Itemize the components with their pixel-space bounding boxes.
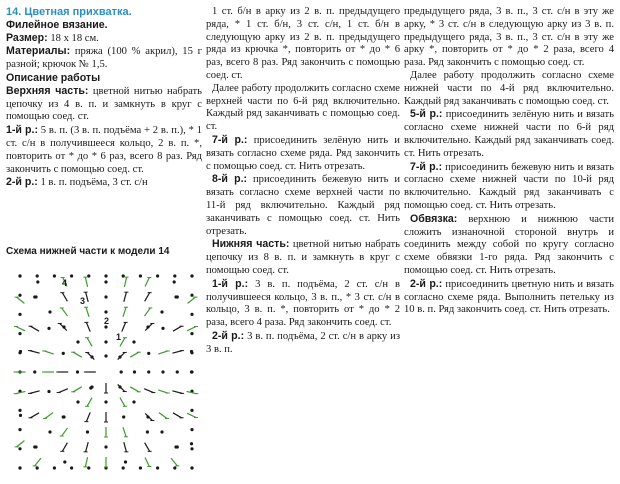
- stitch-mark: [87, 338, 92, 347]
- stitch-mark: [188, 297, 196, 303]
- col3-row7-text: присоединить бежевую нить и вязать согласно схеме нижней части по 10-й ряд включительно. Каждый ряд заканчивать с помощью соед. ст. Нить отрезать.: [404, 161, 614, 211]
- chain-dot: [19, 350, 22, 353]
- col2-row8-text: присоединить бежевую нить и вязать согласно схеме верхней части по 11-й ряд включительно. Каждый ряд заканчивать с помощью соед. ст. Нить отрезать.: [206, 174, 400, 237]
- col3-row2-label: 2-й р.:: [410, 277, 443, 290]
- chain-dot: [104, 445, 107, 448]
- chain-dot: [90, 355, 93, 358]
- chain-dot: [146, 415, 149, 418]
- stitch-mark: [86, 442, 89, 452]
- description-heading: Описание работы: [6, 71, 101, 84]
- col3-paragraph-2: Далее работу продолжить согласно схеме нижней части по 4-й ряд включительно. Каждый ряд заканчивать с помощью соед. ст.: [404, 69, 614, 107]
- stitch-mark: [85, 457, 87, 467]
- stitch-mark: [187, 413, 196, 417]
- chain-dot: [104, 295, 107, 298]
- chain-dot: [70, 466, 73, 469]
- stitch-mark: [30, 413, 39, 418]
- row2-label: 2-й р.:: [6, 176, 38, 189]
- col3-row7-label: 7-й р.:: [410, 160, 443, 173]
- chain-dot: [146, 325, 149, 328]
- chain-dot: [34, 295, 37, 298]
- article-title: 14. Цветная прихватка.: [6, 6, 132, 18]
- chain-dot: [47, 390, 50, 393]
- stitch-mark: [144, 308, 150, 316]
- chain-dot: [33, 370, 36, 373]
- chain-dot: [124, 460, 127, 463]
- chain-dot: [76, 400, 79, 403]
- chain-dot: [173, 466, 176, 469]
- stitch-mark: [123, 307, 126, 317]
- chain-dot: [104, 280, 107, 283]
- stitch-mark: [145, 443, 150, 452]
- chain-dot: [70, 274, 73, 277]
- col3-row2-text: присоединить цветную нить и вязать согласно схеме ряда. Выполнить петельку из 10 в. п. Ряд закончить соед. ст. Нить отрезать.: [404, 278, 614, 316]
- stitch-mark: [86, 292, 89, 302]
- chain-dot: [104, 400, 107, 403]
- diagram-marks: [14, 274, 199, 469]
- chain-dot: [133, 370, 136, 373]
- stitch-mark: [85, 277, 87, 287]
- stitch-mark: [17, 297, 25, 303]
- stitch-mark: [173, 326, 182, 331]
- chain-dot: [176, 370, 179, 373]
- chain-dot: [147, 370, 150, 373]
- stitch-mark: [45, 413, 53, 419]
- chain-dot: [173, 274, 176, 277]
- chain-dot: [190, 442, 193, 445]
- chain-dot: [161, 370, 164, 373]
- row2-paragraph: [6, 176, 202, 190]
- stitch-mark: [124, 277, 126, 287]
- col2-row2-paragraph: [206, 330, 400, 357]
- stitch-mark: [145, 277, 149, 286]
- col2-row7-text: присоединить зелёную нить и вязать согласно схеме ряда. Ряд закончить с помощью соед. ст. Нить отрезать.: [206, 134, 400, 172]
- bottom-part-text: цветной нитью набрать цепочку из 8 в. п. и замкнуть в круг с помощью соед. ст.: [206, 239, 400, 276]
- chain-dot: [18, 428, 21, 431]
- chain-dot: [118, 355, 121, 358]
- chain-dot: [190, 313, 193, 316]
- col2-row8-label: 8-й р.:: [212, 173, 248, 186]
- chain-dot: [87, 274, 90, 277]
- finishing-text: верхнюю и нижнюю части сложить изнаночной стороной внутрь и соединить между собой по кругу согласно схеме обвязки 1-го ряда. Ряд закончить с помощью соед. ст. Нить отрезать.: [404, 213, 614, 276]
- stitch-mark: [62, 308, 68, 316]
- chain-dot: [190, 350, 193, 353]
- stitch-mark: [187, 326, 196, 330]
- size-line: [6, 32, 202, 46]
- stitch-mark: [62, 428, 68, 436]
- col3-row7-paragraph: [404, 161, 614, 213]
- chain-dot: [36, 466, 39, 469]
- stitch-mark: [16, 326, 25, 330]
- chain-dot: [190, 447, 193, 450]
- technique-subtitle: Филейное вязание.: [6, 18, 108, 31]
- chain-dot: [62, 415, 65, 418]
- stitch-mark: [62, 443, 67, 452]
- col2-row7-paragraph: [206, 134, 400, 173]
- chain-dot: [174, 445, 177, 448]
- stitch-mark: [86, 322, 90, 331]
- chain-dot: [190, 409, 193, 412]
- stitch-mark: [145, 293, 150, 302]
- diagram-caption: Схема нижней части к модели 14: [6, 246, 170, 257]
- stitch-mark: [171, 458, 177, 466]
- chain-dot: [190, 466, 193, 469]
- chain-dot: [36, 280, 39, 283]
- col2-row1-text: 3 в. п. подъёма, 2 ст. с/н в получившееся кольцо, 3 в. п., * 3 ст. с/н в кольцо, 3 в. п. *, повторить от * до * 2 раза, всего 4 раза. Ряд закончить соед. ст.: [206, 278, 400, 329]
- materials-value: пряжа (100 % акрил), 15 г разной; крючок № 1,5.: [6, 46, 202, 71]
- top-part-label: Верхняя часть:: [6, 84, 89, 97]
- chain-dot: [160, 430, 163, 433]
- chain-dot: [190, 370, 193, 373]
- stitch-mark: [73, 352, 82, 357]
- chain-dot: [156, 274, 159, 277]
- stitch-mark: [86, 307, 89, 317]
- stitch-mark: [124, 292, 127, 302]
- diagram-mark-4: 4: [62, 278, 68, 288]
- chain-dot: [47, 327, 50, 330]
- chain-dot: [18, 332, 21, 335]
- top-part-paragraph: [6, 85, 202, 124]
- chain-dot: [122, 466, 125, 469]
- chain-dot: [36, 274, 39, 277]
- stitch-mark: [73, 387, 82, 392]
- row2-text: 1 в. п. подъёма, 3 ст. с/н: [37, 177, 148, 189]
- chain-dot: [62, 325, 65, 328]
- stitch-mark: [62, 293, 67, 302]
- chain-dot: [118, 385, 121, 388]
- col2-row8-paragraph: [206, 173, 400, 238]
- chain-dot: [156, 466, 159, 469]
- chain-dot: [48, 430, 51, 433]
- col3-paragraph-1: предыдущего ряда, 3 в. п., 3 ст. с/н в эту же арку, * 3 ст. с/н в следующую арку из 3 в. п. предыдущего ряда, 3 в. п., 3 ст. с/н в эту же арку *, повторить от * до * 2 раза, всего 4 раза. Ряд закончить с помощью соед. ст.: [404, 6, 614, 69]
- bottom-part-label: Нижняя часть:: [212, 238, 290, 251]
- col3-row5-label: 5-й р.:: [410, 108, 443, 121]
- materials-label: Материалы:: [6, 45, 71, 58]
- chain-dot: [76, 370, 79, 373]
- chain-dot: [53, 466, 56, 469]
- chain-dot: [34, 445, 37, 448]
- chain-dot: [104, 340, 107, 343]
- chain-dot: [18, 294, 21, 297]
- column-2: [206, 6, 400, 357]
- chain-dot: [18, 409, 21, 412]
- chain-dot: [173, 280, 176, 283]
- stitch-mark: [123, 427, 126, 437]
- col2-row2-label: 2-й р.:: [212, 329, 245, 342]
- materials-line: [6, 45, 202, 72]
- col2-paragraph-2: Далее работу продолжить согласно схеме верхней части по 6-й ряд включительно. Каждый ряд заканчивать с помощью соед. ст.: [206, 82, 400, 133]
- col3-row5-paragraph: [404, 108, 614, 160]
- stitch-mark: [130, 352, 139, 357]
- row1-text: 5 в. п. (3 в. п. подъёма + 2 в. п.), * 1 ст. с/н в получившееся кольцо, 2 в. п. *, повторить от * до * 6 раз, всего 8 раз. Ряд закончить с помощью соед. ст.: [6, 125, 202, 175]
- diagram-mark-1: 1: [116, 332, 122, 342]
- chain-dot: [48, 310, 51, 313]
- finishing-label: Обвязка:: [410, 212, 458, 225]
- stitch-mark: [59, 389, 68, 393]
- chain-dot: [132, 340, 135, 343]
- col2-row1-paragraph: [206, 278, 400, 330]
- crochet-diagram: [6, 262, 206, 482]
- row1-label: 1-й р.:: [6, 124, 38, 137]
- chain-dot: [147, 352, 150, 355]
- chain-dot: [190, 274, 193, 277]
- col2-paragraph-1: 1 ст. б/н в арку из 2 в. п. предыдущего ряда, * 1 ст. б/н, 3 ст. с/н, 1 ст. б/н в следующую арку из 2 в. п. предыдущего ряда из крючка *, повторить от * до * 6 раз, всего 8 раз. Ряд закончить с помощью соед. ст.: [206, 6, 400, 81]
- chain-dot: [63, 460, 66, 463]
- stitch-mark: [17, 441, 25, 447]
- chain-dot: [104, 310, 107, 313]
- chain-dot: [18, 447, 21, 450]
- row1-paragraph: [6, 124, 202, 176]
- chain-dot: [146, 430, 149, 433]
- chain-dot: [132, 400, 135, 403]
- column-1: [6, 6, 202, 190]
- stitch-mark: [130, 387, 139, 392]
- chain-dot: [18, 466, 21, 469]
- chain-dot: [139, 274, 142, 277]
- chain-dot: [122, 274, 125, 277]
- col2-row2-text: 3 в. п. подъёма, 2 ст. с/н в арку из 3 в. п.: [206, 330, 400, 355]
- col2-row1-label: 1-й р.:: [212, 277, 249, 290]
- stitch-mark: [144, 389, 153, 393]
- bottom-part-paragraph: [206, 238, 400, 277]
- chain-dot: [90, 385, 93, 388]
- col3-row5-text: присоединить зелёную нить и вязать согласно схеме нижней части по 6-й ряд включительно. Каждый ряд заканчивать соед. ст. Нить отрезать.: [404, 109, 614, 159]
- chain-dot: [139, 466, 142, 469]
- chain-dot: [87, 466, 90, 469]
- chain-dot: [104, 274, 107, 277]
- chain-dot: [62, 352, 65, 355]
- chain-dot: [53, 274, 56, 277]
- stitch-mark: [30, 326, 39, 331]
- col3-row2-paragraph: [404, 278, 614, 317]
- chain-dot: [120, 370, 123, 373]
- chain-dot: [190, 332, 193, 335]
- chain-dot: [190, 294, 193, 297]
- stitch-mark: [145, 457, 149, 466]
- chain-dot: [18, 313, 21, 316]
- stitch-mark: [122, 322, 126, 331]
- chain-dot: [86, 430, 89, 433]
- finishing-paragraph: [404, 213, 614, 278]
- diagram-mark-3: 3: [80, 296, 86, 306]
- column-3: [404, 6, 614, 317]
- size-value: 18 х 18 см.: [47, 32, 99, 44]
- chain-dot: [19, 414, 22, 417]
- chain-dot: [161, 327, 164, 330]
- stitch-mark: [87, 398, 92, 407]
- diagram-mark-2: 2: [104, 316, 110, 326]
- top-part-text: цветной нитью набрать цепочку из 4 в. п. и замкнуть в круг с помощью соед. ст.: [6, 85, 202, 123]
- col2-row7-label: 7-й р.:: [212, 133, 248, 146]
- stitch-mark: [159, 413, 167, 419]
- chain-dot: [104, 354, 107, 357]
- chain-dot: [76, 340, 79, 343]
- stitch-mark: [120, 398, 125, 407]
- stitch-mark: [124, 442, 127, 452]
- chain-dot: [122, 415, 125, 418]
- stitch-mark: [173, 413, 182, 418]
- chain-dot: [174, 295, 177, 298]
- stitch-mark: [35, 458, 41, 466]
- stitch-mark: [86, 412, 90, 421]
- chain-dot: [18, 274, 21, 277]
- size-label: Размер:: [6, 31, 48, 44]
- chain-dot: [160, 310, 163, 313]
- chain-dot: [190, 428, 193, 431]
